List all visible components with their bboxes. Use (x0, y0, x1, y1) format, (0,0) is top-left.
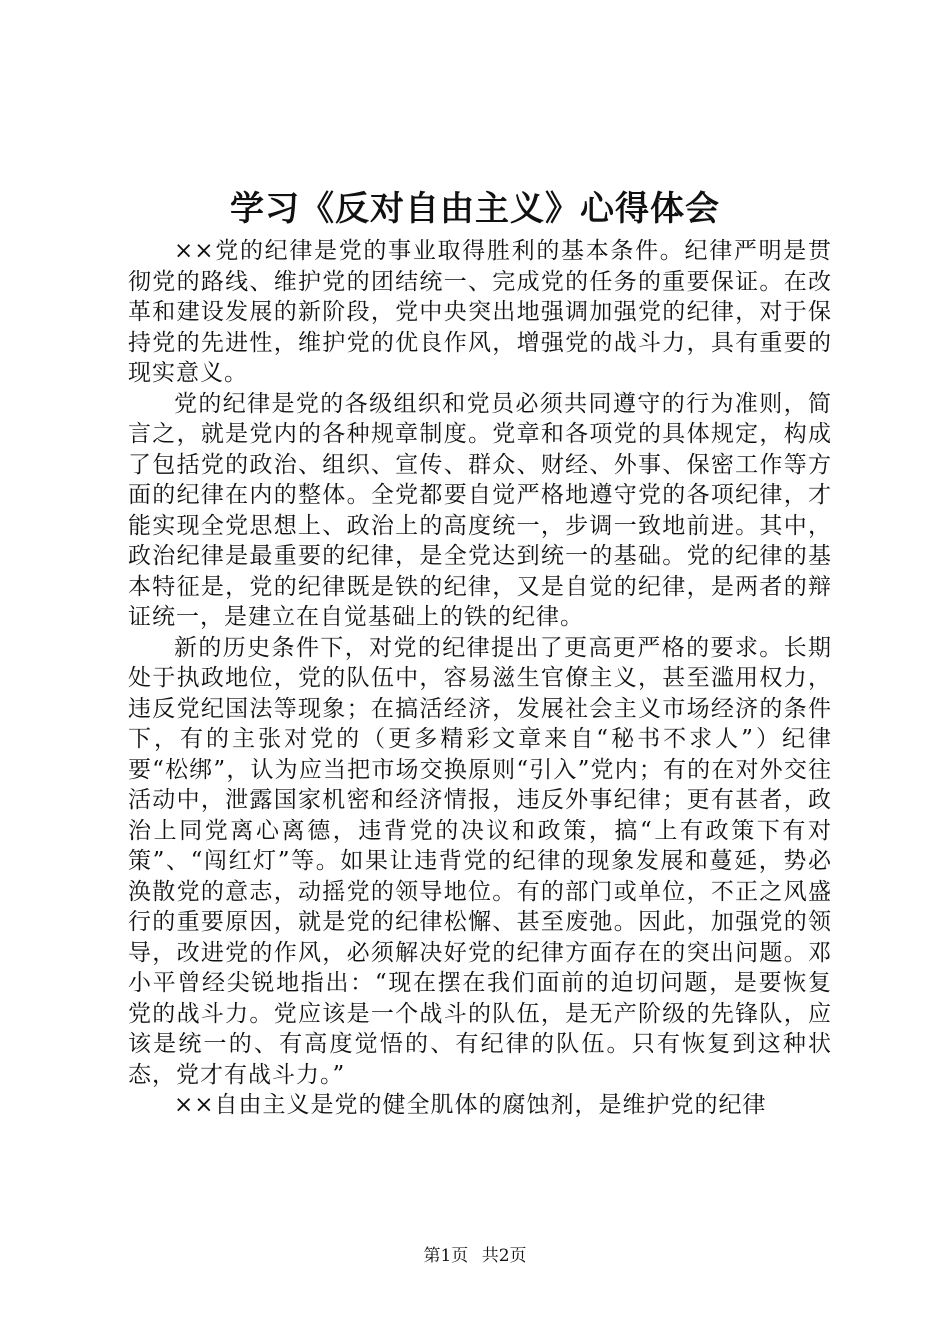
page-number-total: 共2页 (481, 1246, 527, 1266)
paragraph-1: ××党的纪律是党的事业取得胜利的基本条件。纪律严明是贯彻党的路线、维护党的团结统一、完成党的任务的重要保证。在改革和建设发展的新阶段，党中央突出地强调加强党的纪律，对于保持党的先进性，维护党的优良作风，增强党的战斗力，具有重要的现实意义。 (128, 238, 832, 386)
paragraph-3: 新的历史条件下，对党的纪律提出了更高更严格的要求。长期处于执政地位，党的队伍中，容易滋生官僚主义，甚至滥用权力，违反党纪国法等现象；在搞活经济，发展社会主义市场经济的条件下，有的主张对党的（更多精彩文章来自“秘书不求人”）纪律要“松绑”，认为应当把市场交换原则“引入”党内；有的在对外交往活动中，泄露国家机密和经济情报，违反外事纪律；更有甚者，政治上同党离心离德，违背党的决议和政策，搞“上有政策下有对策”、“闯红灯”等。如果让违背党的纪律的现象发展和蔓延，势必涣散党的意志，动摇党的领导地位。有的部门或单位，不正之风盛行的重要原因，就是党的纪律松懈、甚至废弛。因此，加强党的领导，改进党的作风，必须解决好党的纪律方面存在的突出问题。邓小平曾经尖锐地指出：“现在摆在我们面前的迫切问题，是要恢复党的战斗力。党应该是一个战斗的队伍，是无产阶级的先锋队，应该是统一的、有高度觉悟的、有纪律的队伍。只有恢复到这种状态，党才有战斗力。” (128, 634, 832, 1088)
page-footer (0, 1244, 950, 1268)
document-title: 学习《反对自由主义》心得体会 (230, 189, 720, 229)
page-number-current: 第1页 (423, 1246, 469, 1266)
document-body (128, 236, 832, 1180)
paragraph-2: 党的纪律是党的各级组织和党员必须共同遵守的行为准则，简言之，就是党内的各种规章制度。党章和各项党的具体规定，构成了包括党的政治、组织、宣传、群众、财经、外事、保密工作等方面的纪律在内的整体。全党都要自觉严格地遵守党的各项纪律，才能实现全党思想上、政治上的高度统一，步调一致地前进。其中，政治纪律是最重要的纪律，是全党达到统一的基础。党的纪律的基本特征是，党的纪律既是铁的纪律，又是自觉的纪律，是两者的辩证统一，是建立在自觉基础上的铁的纪律。 (128, 390, 832, 630)
paragraph-4: ××自由主义是党的健全肌体的腐蚀剂，是维护党的纪律 (174, 1092, 767, 1118)
